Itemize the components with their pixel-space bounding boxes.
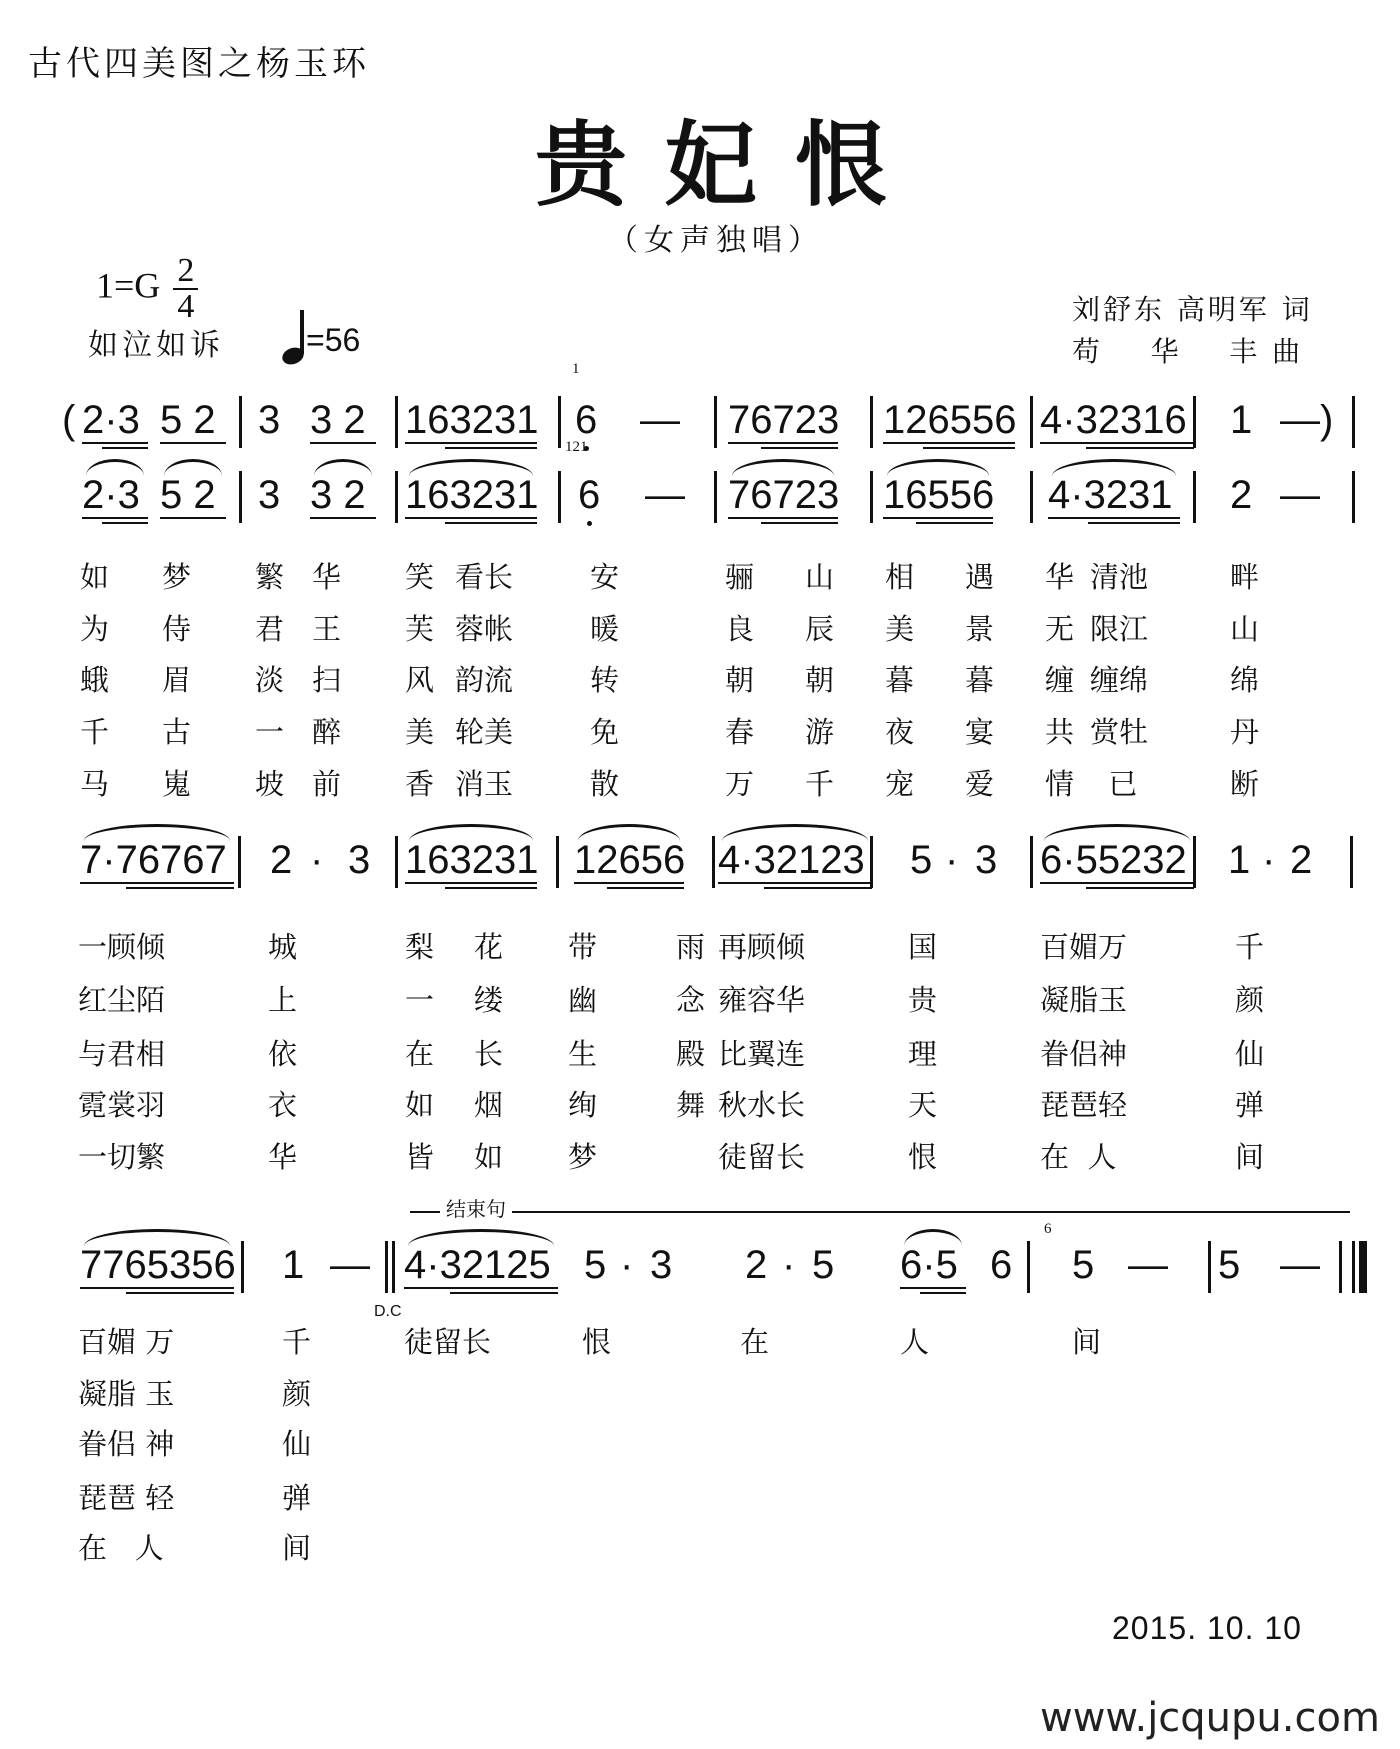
lyric-syllable: 香	[405, 767, 435, 801]
slur	[1052, 459, 1176, 476]
lyric-syllable: 消玉	[455, 767, 514, 801]
note-group: 126556	[883, 398, 1017, 442]
lyric-syllable: 嵬	[162, 767, 192, 801]
time-numerator: 2	[173, 254, 198, 290]
barline	[238, 836, 241, 888]
note-group: 1	[1228, 838, 1251, 882]
double-barline	[392, 1241, 395, 1293]
note-group: 2·3	[82, 398, 140, 442]
lyric-syllable: 衣	[268, 1088, 298, 1122]
beam-line	[405, 517, 537, 519]
lyric-syllable: 霓裳羽	[78, 1088, 166, 1122]
note-group: 1	[1230, 398, 1253, 442]
beam-line	[1088, 522, 1180, 524]
lyric-syllable: 在 人	[78, 1531, 164, 1565]
dc-mark: D.C	[374, 1303, 402, 1320]
beam-line	[445, 447, 537, 449]
ending-lyric: 间	[1072, 1325, 1102, 1359]
note-group: 3 2	[310, 473, 366, 517]
note-group: 2	[1290, 838, 1313, 882]
grace-note: 1	[572, 361, 580, 377]
barline	[1030, 471, 1033, 523]
beam-line	[102, 522, 148, 524]
final-barline-thick	[1359, 1241, 1367, 1293]
note-group: 163231	[405, 473, 539, 517]
note-group: —	[330, 1243, 370, 1287]
lyric-syllable: 骊	[725, 560, 755, 594]
lyric-syllable: 宴	[965, 715, 995, 749]
barline	[1193, 396, 1196, 448]
note-group: 4·3231	[1048, 473, 1173, 517]
lyric-syllable: 华	[268, 1140, 298, 1174]
beam-line	[310, 517, 376, 519]
note-group: 4·32123	[718, 838, 865, 882]
lyric-syllable: 在 人	[1040, 1140, 1117, 1174]
note-group: ·	[310, 838, 324, 882]
lyric-syllable: 在	[405, 1037, 435, 1071]
lyric-syllable: 梦	[162, 560, 192, 594]
lyric-syllable: 念	[676, 983, 706, 1017]
lyric-syllable: 颜	[1235, 983, 1265, 1017]
beam-line	[126, 1292, 234, 1294]
barline	[870, 836, 873, 888]
lyric-syllable: 理	[908, 1037, 938, 1071]
barline	[870, 471, 873, 523]
lyric-syllable: 眉	[162, 663, 192, 697]
lyric-syllable: 蓉帐	[455, 612, 514, 646]
lyric-syllable: 华	[1045, 560, 1075, 594]
lyric-syllable: 美	[885, 612, 915, 646]
barline	[1030, 396, 1033, 448]
lyric-syllable: 侍	[162, 612, 192, 646]
barline	[239, 396, 242, 448]
beam-line	[445, 887, 537, 889]
watermark-url: www.jcqupu.com	[1040, 1695, 1380, 1741]
time-signature	[173, 254, 198, 324]
key-signature	[96, 254, 198, 324]
composer-credit: 苟 华 丰 曲	[1072, 335, 1304, 368]
barline	[1352, 396, 1355, 448]
note-group: 163231	[405, 398, 539, 442]
lyric-syllable: 凝脂玉	[1040, 983, 1128, 1017]
lyric-syllable: 徒留长	[718, 1140, 806, 1174]
ending-bracket	[410, 1211, 1350, 1213]
beam-line	[1048, 517, 1180, 519]
beam-line	[82, 517, 148, 519]
note-group: 2·3	[82, 473, 140, 517]
lyric-syllable: 琵琶 轻	[78, 1481, 175, 1515]
note-group: —	[645, 473, 685, 517]
lyric-syllable: 一顾倾	[78, 930, 166, 964]
note-group: 5 2	[160, 398, 216, 442]
lyric-syllable: 眷侣 神	[78, 1427, 175, 1461]
lyric-syllable: 仙	[1235, 1037, 1265, 1071]
lyric-syllable: 看长	[455, 560, 514, 594]
note-group: 6·5	[900, 1243, 958, 1287]
lyric-syllable: 赏牡	[1090, 715, 1149, 749]
beam-line	[405, 442, 537, 444]
lyric-syllable: 丹	[1230, 715, 1260, 749]
lyric-syllable: 眷侣神	[1040, 1037, 1128, 1071]
lyric-syllable: 弹	[282, 1481, 312, 1515]
beam-line	[728, 442, 838, 444]
ending-lyric: 徒留长	[404, 1325, 492, 1359]
lyric-syllable: 仙	[282, 1427, 312, 1461]
note-group: 163231	[405, 838, 539, 882]
series-title: 古代四美图之杨玉环	[28, 44, 370, 84]
lyric-syllable: 遇	[965, 560, 995, 594]
note-group: 6	[578, 473, 601, 517]
lyric-syllable: 城	[268, 930, 298, 964]
note-group: 2	[1230, 473, 1253, 517]
slur	[578, 824, 680, 841]
lyric-syllable: 夜	[885, 715, 915, 749]
beam-line	[82, 442, 148, 444]
lyric-syllable: 雍容华	[718, 983, 806, 1017]
barline	[1350, 836, 1353, 888]
beam-line	[310, 442, 376, 444]
barline	[1352, 471, 1355, 523]
lyric-syllable: 弹	[1235, 1088, 1265, 1122]
note-group: 76723	[728, 473, 840, 517]
lyric-syllable: 生	[568, 1037, 598, 1071]
lyric-syllable: 缠绵	[1090, 663, 1149, 697]
lyric-syllable: 爱	[965, 767, 995, 801]
barline	[1030, 836, 1033, 888]
final-barline-thin	[1352, 1241, 1355, 1293]
lyric-syllable: 缕	[474, 983, 504, 1017]
note-group: 6	[575, 398, 598, 442]
note-group: 3 2	[310, 398, 366, 442]
lyric-syllable: 幽	[568, 983, 598, 1017]
lyric-syllable: 散	[590, 767, 620, 801]
lyric-syllable: 转	[590, 663, 620, 697]
note-group: 3	[258, 398, 281, 442]
lyric-syllable: 间	[1235, 1140, 1265, 1174]
lyric-syllable: 免	[590, 715, 620, 749]
lyric-syllable: 贵	[908, 983, 938, 1017]
low-octave-dot	[587, 521, 592, 526]
note-group: 76723	[728, 398, 840, 442]
lyric-syllable: 国	[908, 930, 938, 964]
note-group: 16556	[883, 473, 995, 517]
ending-lyric: 在	[740, 1325, 770, 1359]
slur	[732, 459, 834, 476]
time-denominator: 4	[177, 288, 195, 325]
beam-line	[102, 447, 148, 449]
lyric-syllable: 春	[725, 715, 755, 749]
lyric-syllable: 秋水长	[718, 1088, 806, 1122]
lyric-syllable: 已	[1090, 767, 1138, 801]
slur	[887, 459, 989, 476]
barline	[1193, 836, 1196, 888]
lyric-syllable: 缠	[1045, 663, 1075, 697]
barline	[1208, 1241, 1211, 1293]
expression-mark: 如泣如诉	[88, 328, 224, 363]
barline	[395, 836, 398, 888]
ending-lyric: 恨	[582, 1325, 612, 1359]
note-group: 2	[745, 1243, 768, 1287]
lyric-syllable: 芙	[405, 612, 435, 646]
note-group: 12656	[574, 838, 686, 882]
lyric-syllable: 马	[80, 767, 110, 801]
beam-line	[607, 887, 684, 889]
beam-line	[80, 1287, 234, 1289]
barline	[239, 471, 242, 523]
note-group: 4·32316	[1040, 398, 1187, 442]
barline	[395, 471, 398, 523]
lyric-syllable: 一	[405, 983, 435, 1017]
slur	[409, 459, 533, 476]
lyric-syllable: 雨	[676, 930, 706, 964]
beam-line	[404, 1287, 558, 1289]
lyric-syllable: 宠	[885, 767, 915, 801]
lyric-syllable: 殿	[676, 1037, 706, 1071]
lyric-syllable: 凝脂 玉	[78, 1377, 175, 1411]
ending-label: 结束句	[440, 1193, 512, 1222]
lyric-syllable: 安	[590, 560, 620, 594]
lyric-syllable: 无	[1045, 612, 1075, 646]
performance-note: （女声独唱）	[608, 223, 824, 258]
lyric-syllable: 醉	[312, 715, 342, 749]
note-group: 5 2	[160, 473, 216, 517]
slur	[314, 459, 372, 476]
note-group: —	[1128, 1243, 1168, 1287]
lyric-syllable: 千	[282, 1325, 312, 1359]
barline	[558, 471, 561, 523]
lyric-syllable: 如	[405, 1088, 435, 1122]
barline	[241, 1241, 244, 1293]
lyric-syllable: 朝	[805, 663, 835, 697]
beam-line	[883, 442, 1015, 444]
lyric-syllable: 良	[725, 612, 755, 646]
lyric-syllable: 游	[805, 715, 835, 749]
lyric-syllable: 带	[568, 930, 598, 964]
beam-line	[764, 887, 872, 889]
barline	[395, 396, 398, 448]
lyric-syllable: 梨	[405, 930, 435, 964]
lyric-syllable: 万	[725, 767, 755, 801]
note-group: —)	[1280, 398, 1334, 442]
beam-line	[405, 882, 537, 884]
slur	[164, 459, 222, 476]
open-paren: (	[62, 398, 76, 442]
lyric-syllable: 朝	[725, 663, 755, 697]
barline	[712, 836, 715, 888]
beam-line	[1040, 882, 1194, 884]
beam-line	[1086, 447, 1194, 449]
lyric-syllable: 花	[474, 930, 504, 964]
beam-line	[1040, 442, 1194, 444]
lyric-syllable: 百媚 万	[78, 1325, 175, 1359]
lyric-syllable: 相	[885, 560, 915, 594]
beam-line	[80, 882, 234, 884]
lyric-syllable: 千	[1235, 930, 1265, 964]
lyric-syllable: 风	[405, 663, 435, 697]
note-group: 3	[975, 838, 998, 882]
lyric-syllable: 情	[1045, 767, 1075, 801]
beam-line	[450, 1292, 558, 1294]
note-group: 2	[270, 838, 293, 882]
song-title: 贵妃恨	[535, 112, 926, 219]
beam-line	[761, 522, 838, 524]
note-group: 6	[990, 1243, 1013, 1287]
lyric-syllable: 古	[162, 715, 192, 749]
lyric-syllable: 绵	[1230, 663, 1260, 697]
slur	[86, 459, 144, 476]
beam-line	[574, 882, 684, 884]
slur	[1044, 824, 1190, 841]
note-group: —	[1280, 1243, 1320, 1287]
slur	[84, 1229, 230, 1246]
lyric-syllable: 一	[255, 715, 285, 749]
beam-line	[761, 447, 838, 449]
lyric-syllable: 百媚万	[1040, 930, 1128, 964]
lyric-syllable: 依	[268, 1037, 298, 1071]
beam-line	[445, 522, 537, 524]
lyric-syllable: 比翼连	[718, 1037, 806, 1071]
note-group: —	[640, 398, 680, 442]
barline	[556, 836, 559, 888]
barline	[558, 396, 561, 448]
lyric-syllable: 梦	[568, 1140, 598, 1174]
lyric-syllable: 一切繁	[78, 1140, 166, 1174]
beam-line	[718, 882, 872, 884]
double-barline	[385, 1241, 388, 1293]
lyric-syllable: 清池	[1090, 560, 1149, 594]
slur	[84, 824, 230, 841]
lyric-syllable: 烟	[474, 1088, 504, 1122]
note-group: 5	[584, 1243, 607, 1287]
beam-line	[126, 887, 234, 889]
barline	[870, 396, 873, 448]
lyric-syllable: 蛾	[80, 663, 110, 697]
note-group: 6·55232	[1040, 838, 1187, 882]
beam-line	[920, 1292, 966, 1294]
note-group: ·	[620, 1243, 634, 1287]
lyric-syllable: 华	[312, 560, 342, 594]
lyric-syllable: 笑	[405, 560, 435, 594]
lyric-syllable: 辰	[805, 612, 835, 646]
lyric-syllable: 舞	[676, 1088, 706, 1122]
beam-line	[916, 522, 993, 524]
lyric-syllable: 坡	[255, 767, 285, 801]
lyric-syllable: 绚	[568, 1088, 598, 1122]
note-group: 1	[282, 1243, 305, 1287]
lyric-syllable: 再顾倾	[718, 930, 806, 964]
lyric-syllable: 韵流	[455, 663, 514, 697]
lyric-syllable: 上	[268, 983, 298, 1017]
key-label: 1=G	[96, 265, 161, 306]
lyric-syllable: 断	[1230, 767, 1260, 801]
note-group: ·	[1262, 838, 1276, 882]
note-group: 7·76767	[80, 838, 227, 882]
lyric-syllable: 暖	[590, 612, 620, 646]
lyric-syllable: 景	[965, 612, 995, 646]
lyric-syllable: 山	[805, 560, 835, 594]
lyric-syllable: 天	[908, 1088, 938, 1122]
lyric-syllable: 前	[312, 767, 342, 801]
beam-line	[900, 1287, 966, 1289]
lyric-syllable: 美	[405, 715, 435, 749]
note-group: 7765356	[80, 1243, 236, 1287]
ending-lyric: 人	[900, 1325, 930, 1359]
lyric-syllable: 千	[80, 715, 110, 749]
lyric-syllable: 红尘陌	[78, 983, 166, 1017]
lyric-syllable: 淡	[255, 663, 285, 697]
barline	[714, 396, 717, 448]
beam-line	[1086, 887, 1194, 889]
note-group: 5	[910, 838, 933, 882]
slur	[722, 824, 868, 841]
lyric-syllable: 如	[80, 560, 110, 594]
barline	[1193, 471, 1196, 523]
lyric-syllable: 千	[805, 767, 835, 801]
barline	[1339, 1241, 1342, 1293]
lyric-syllable: 暮	[965, 663, 995, 697]
date-stamp: 2015. 10. 10	[1112, 1610, 1302, 1646]
lyric-syllable: 畔	[1230, 560, 1260, 594]
lyric-syllable: 颜	[282, 1377, 312, 1411]
lyric-syllable: 山	[1230, 612, 1260, 646]
lyric-syllable: 间	[282, 1531, 312, 1565]
grace-note: 6	[1044, 1221, 1052, 1237]
beam-line	[160, 442, 226, 444]
lyric-syllable: 皆	[405, 1140, 435, 1174]
lyric-syllable: 君	[255, 612, 285, 646]
barline	[1027, 1241, 1030, 1293]
grace-note: 121	[565, 439, 588, 455]
beam-line	[160, 517, 226, 519]
lyric-syllable: 暮	[885, 663, 915, 697]
note-group: 5	[812, 1243, 835, 1287]
lyric-syllable: 恨	[908, 1140, 938, 1174]
barline	[714, 471, 717, 523]
beam-line	[728, 517, 838, 519]
lyric-syllable: 为	[80, 612, 110, 646]
lyricist-credit: 刘舒东 高明军 词	[1072, 293, 1313, 326]
note-group: ·	[945, 838, 959, 882]
note-group: 3	[348, 838, 371, 882]
beam-line	[883, 517, 993, 519]
note-group: 5	[1072, 1243, 1095, 1287]
note-group: 5	[1218, 1243, 1241, 1287]
note-group: —	[1280, 473, 1320, 517]
lyric-syllable: 长	[474, 1037, 504, 1071]
lyric-syllable: 如	[474, 1140, 504, 1174]
note-group: ·	[782, 1243, 796, 1287]
slur	[904, 1229, 962, 1246]
lyric-syllable: 扫	[312, 663, 342, 697]
slur	[408, 1229, 554, 1246]
note-group: 4·32125	[404, 1243, 551, 1287]
lyric-syllable: 轮美	[455, 715, 514, 749]
beam-line	[923, 447, 1015, 449]
note-group: 3	[650, 1243, 673, 1287]
lyric-syllable: 共	[1045, 715, 1075, 749]
lyric-syllable: 限江	[1090, 612, 1149, 646]
note-group: 3	[258, 473, 281, 517]
lyric-syllable: 王	[312, 612, 342, 646]
lyric-syllable: 繁	[255, 560, 285, 594]
tempo-marking: =56	[306, 322, 361, 358]
lyric-syllable: 琵琶轻	[1040, 1088, 1128, 1122]
lyric-syllable: 与君相	[78, 1037, 166, 1071]
slur	[409, 824, 533, 841]
